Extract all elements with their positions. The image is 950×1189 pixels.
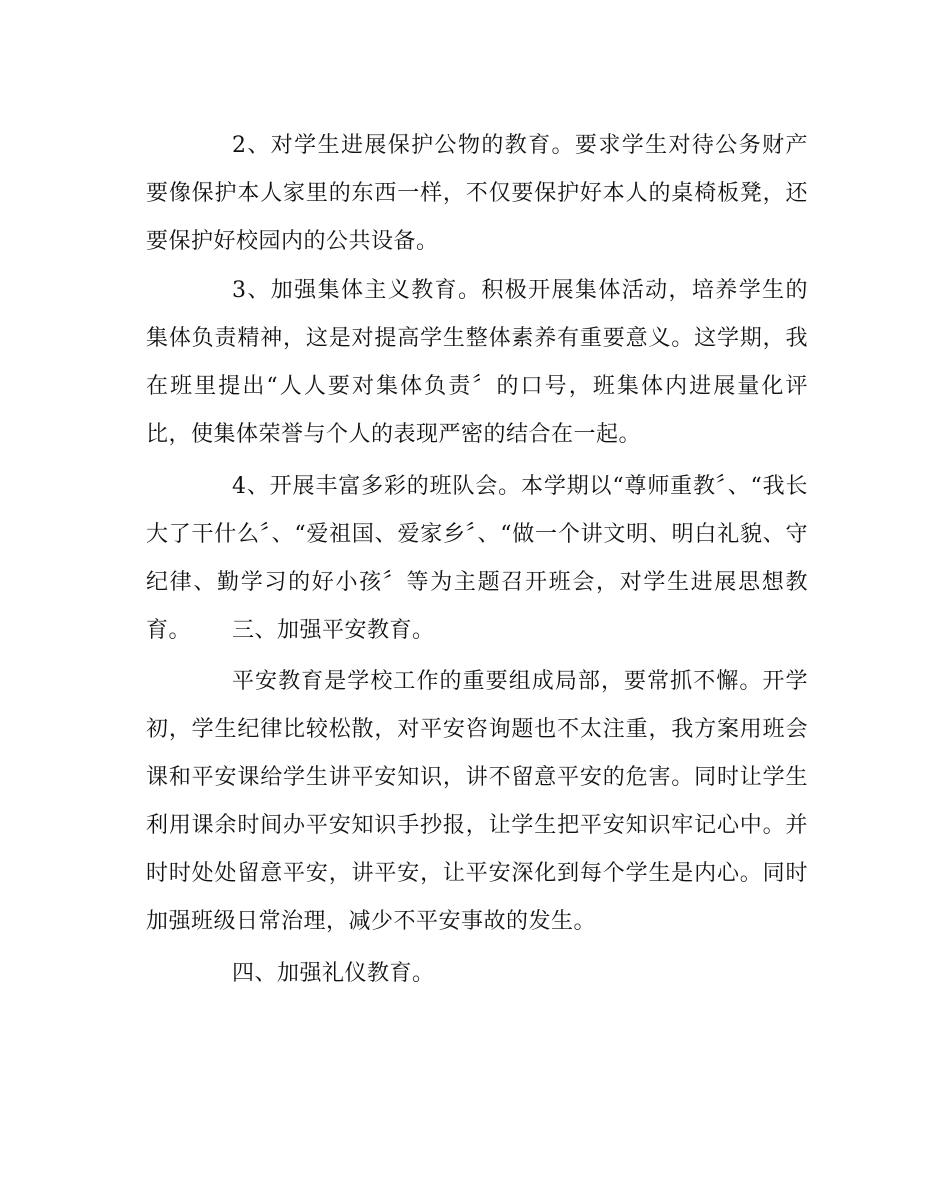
paragraph-collectivism-education: 3、加强集体主义教育。积极开展集体活动，培养学生的集体负责精神，这是对提高学生整体素养有重要意义。这学期，我在班里提出“人人要对集体负责〞的口号，班集体内进展量化评比，使集体荣誉与个人的表现严密的结合在一起。 (146, 278, 808, 447)
paragraph-safety-education: 平安教育是学校工作的重要组成局部，要常抓不懈。开学初，学生纪律比较松散，对平安咨询题也不太注重，我方案用班会课和平安课给学生讲平安知识，讲不留意平安的危害。同时让学生利用课余时间办平安知识手抄报，让学生把平安知识牢记心中。并时时处处留意平安，讲平安，让平安深化到每个学生是内心。同时加强班级日常治理，减少不平安事故的发生。 (146, 669, 808, 934)
paragraph-class-meetings: 4、开展丰富多彩的班队会。本学期以“尊师重教〞、“我长大了干什么〞、“爱祖国、爱家乡〞、“做一个讲文明、明白礼貌、守纪律、勤学习的好小孩〞等为主题召开班会，对学生进展思想教育。 (146, 474, 808, 643)
paragraph-protect-public-property: 2、对学生进展保护公物的教育。要求学生对待公务财产要像保护本人家里的东西一样，不仅要保护好本人的桌椅板凳，还要保护好校园内的公共设备。 (146, 133, 808, 254)
heading-safety-education: 三、加强平安教育。 (232, 618, 435, 643)
heading-etiquette-education: 四、加强礼仪教育。 (232, 961, 435, 986)
